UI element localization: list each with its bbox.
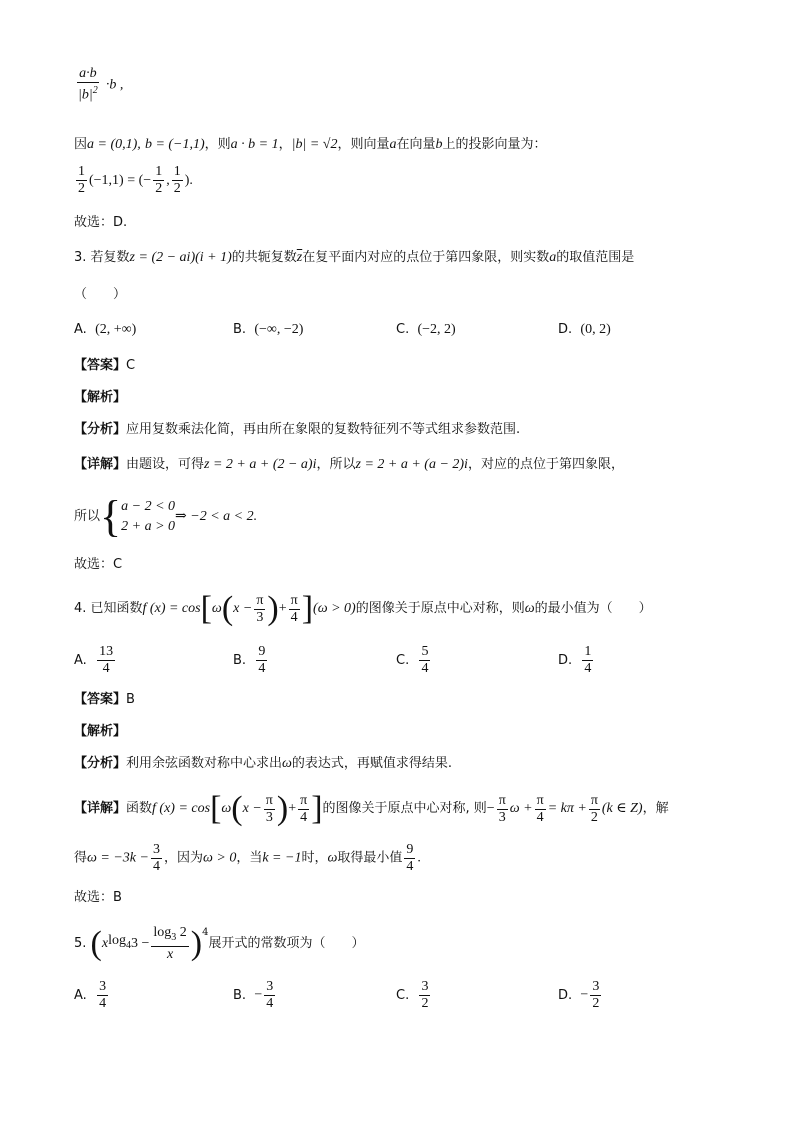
q4-option-b[interactable]: B. $\frac{9}{4}$ <box>233 644 266 676</box>
vector-b-magnitude: |b| = √2 <box>291 137 338 152</box>
vector-given-line: 因a = (0,1), b = (−1,1)，则a · b = 1，|b| = √2，则向量a在向量b上的投影向量为： <box>74 137 547 152</box>
complex-expression: z = (2 − ai)(i + 1) <box>129 250 232 265</box>
answer-choice-q2: 故选：D. <box>74 215 128 230</box>
q4-option-c[interactable]: C. $\frac{5}{4}$ <box>396 644 429 676</box>
q5-option-b[interactable]: B. − $\frac{3}{4}$ <box>233 979 274 1011</box>
projection-formula <box>74 66 123 104</box>
q3-detail: 【详解】由题设，可得z = 2 + a + (2 − a)i，所以z = 2 + a + (a − 2)i，对应的点位于第四象限， <box>74 457 624 472</box>
q3-option-b[interactable]: B. (−∞, −2) <box>233 322 304 337</box>
q3-option-c[interactable]: C. (−2, 2) <box>396 322 456 337</box>
q4-answer: 【答案】B <box>74 692 135 707</box>
question-3: 3. 若复数z = (2 − ai)(i + 1)的共轭复数$\overline{z}$在复平面内对应的点位于第四象限，则实数a的取值范围是 <box>74 250 635 265</box>
q3-analysis: 【分析】应用复数乘法化简，再由所在象限的复数特征列不等式组求参数范围. <box>74 422 521 437</box>
q4-analysis: 【分析】利用余弦函数对称中心求出ω的表达式，再赋值求得结果. <box>74 756 453 771</box>
q3-answer: 【答案】C <box>74 358 136 373</box>
q4-option-d[interactable]: D. $\frac{1}{4}$ <box>558 644 592 676</box>
question-3-paren: （ ） <box>74 287 127 302</box>
q3-analysis-header: 【解析】 <box>74 390 127 405</box>
projection-result: $\frac{1}{2}$ (−1,1) = (− $\frac{1}{2}$ , $\frac{1}{2}$ ). <box>78 164 193 196</box>
q5-option-d[interactable]: D. − $\frac{3}{2}$ <box>558 979 600 1011</box>
vector-a-value: a = (0,1), <box>87 137 141 152</box>
question-4: 4. 已知函数f (x) = cos[ω(x − $\frac{\pi}{3}$ )+ $\frac{\pi}{4}$ ](ω > 0)的图像关于原点中心对称，则ω的最小值为（ ） <box>74 590 652 627</box>
q5-option-c[interactable]: C. $\frac{3}{2}$ <box>396 979 429 1011</box>
conjugate-expansion: z = 2 + a + (a − 2)i <box>355 457 468 472</box>
projection-tail: ·b , <box>105 77 124 93</box>
left-brace: { <box>100 492 122 541</box>
conjugate-z: $\overline{z}$ <box>296 250 303 265</box>
fraction-denominator: $|b|^2$ <box>78 85 98 103</box>
q4-option-a[interactable]: A. $\frac{13}{4}$ <box>74 644 114 676</box>
projection-fraction <box>76 66 100 104</box>
fraction-numerator: a·b <box>79 66 97 81</box>
q3-option-d[interactable]: D. (0, 2) <box>558 322 611 337</box>
dot-product: a · b = 1 <box>230 137 279 152</box>
q3-pick: 故选：C <box>74 557 123 572</box>
q4-detail-cont: 得ω = −3k − $\frac{3}{4}$ ，因为ω > 0，当k = −1时，ω取得最小值 $\frac{9}{4}$ . <box>74 842 421 874</box>
vector-b-value: b = (−1,1) <box>144 137 205 152</box>
question-5: 5. (xlog$_4$3 − $\frac{\log_3 2}{x}$ )$^4$展开式的常数项为（ ） <box>74 924 365 962</box>
q5-option-a[interactable]: A. $\frac{3}{4}$ <box>74 979 107 1011</box>
q3-option-a[interactable]: A. (2, +∞) <box>74 322 137 337</box>
q4-analysis-header: 【解析】 <box>74 724 127 739</box>
q4-pick: 故选：B <box>74 890 122 905</box>
q4-detail: 【详解】函数f (x) = cos[ω(x − $\frac{\pi}{3}$ )+ $\frac{\pi}{4}$ ]的图像关于原点中心对称, 则− $\frac{\pi}{3}$ ω + $\frac{\pi}{4}$ = kπ + $\frac{\pi}{2}$ (k ∈ Z)，解 <box>74 790 669 827</box>
q3-inequality-system: 所以{ a − 2 < 0 2 + a > 0 ⇒ −2 < a < 2. <box>74 492 258 541</box>
